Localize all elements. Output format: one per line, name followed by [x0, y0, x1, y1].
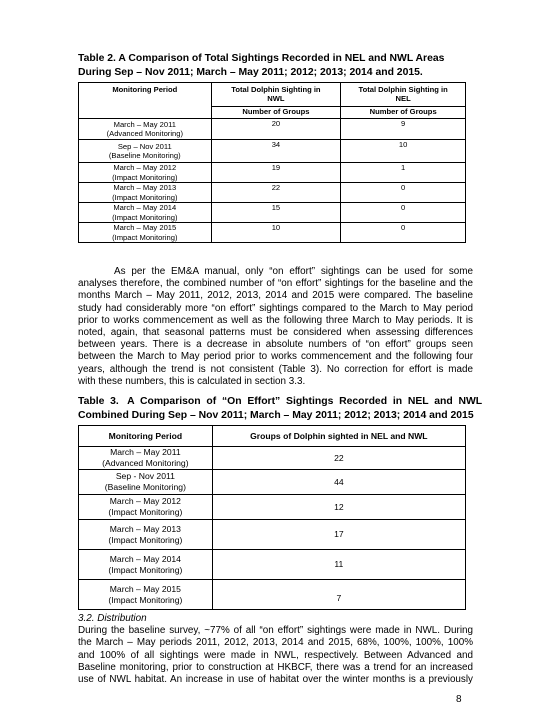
table2-caption-line: Table 2. A Comparison of Total Sightings Recorded in NEL and NWL Areas — [78, 53, 445, 64]
table-row — [79, 520, 466, 550]
paragraph-line: Baseline monitoring, prior to construction at HKBCF, there was a trend for an increased — [78, 661, 473, 673]
period-cell — [79, 495, 213, 520]
section-distribution — [78, 613, 473, 686]
paragraph-line: between the March to May period prior to works commencement and the following four — [78, 351, 473, 363]
phase-label: (Impact Monitoring) — [112, 232, 178, 242]
nwl-value: 19 — [211, 163, 341, 183]
table-row — [79, 140, 466, 163]
page-number: 8 — [456, 694, 462, 705]
table3-caption-line: Combined During Sep – Nov 2011; March – May 2011; 2012; 2013; 2014 and 2015 — [78, 410, 474, 421]
table-row — [79, 119, 466, 140]
nel-value: 0 — [341, 203, 466, 223]
paragraph-line: years, although the trend is not consistent (Table 3). No correction for effort is made — [78, 363, 473, 375]
period-label: March – May 2014 — [113, 203, 177, 213]
period-label: March – May 2012 — [113, 163, 177, 173]
period-label: March – May 2011 — [113, 119, 176, 129]
period-label: March – May 2013 — [113, 183, 177, 193]
phase-label: (Advanced Monitoring) — [106, 129, 183, 138]
table-row — [79, 470, 466, 495]
groups-value: 17 — [212, 520, 465, 550]
table3-header-period: Monitoring Period — [79, 426, 213, 447]
paragraph-line: study had considerably more “on effort” sightings compared to the March to May period — [78, 302, 473, 314]
period-label: Sep - Nov 2011 — [115, 471, 175, 481]
phase-label: (Impact Monitoring) — [108, 564, 183, 575]
period-label: March – May 2011 — [110, 447, 181, 457]
nel-value: 0 — [341, 183, 466, 203]
table2-subheader-nel: Number of Groups — [341, 107, 466, 119]
nel-value: 9 — [341, 119, 466, 140]
phase-label: (Baseline Monitoring) — [108, 151, 181, 160]
period-cell — [79, 163, 212, 183]
nwl-value: 15 — [211, 203, 341, 223]
table3 — [78, 425, 466, 610]
table-row — [79, 447, 466, 470]
paragraph-line: the March – May periods 2011, 2012, 2013, 2014 and 2015, 68%, 100%, 100%, 100% — [78, 637, 473, 649]
period-cell — [79, 520, 213, 550]
paragraph-line: prior to works commencement as well as the following three March to May periods. It is — [78, 314, 473, 326]
period-cell — [79, 119, 212, 140]
paragraph-line: During the baseline survey, ~77% of all “on effort” sightings were made in NWL. During — [78, 625, 473, 637]
period-label: March – May 2014 — [109, 553, 181, 564]
table2-header-nwl: Total Dolphin Sighting in NWL — [211, 83, 341, 107]
groups-value: 22 — [212, 447, 465, 470]
table2 — [78, 82, 466, 243]
table2-header-period: Monitoring Period — [79, 83, 212, 119]
phase-label: (Impact Monitoring) — [112, 172, 178, 182]
period-label: March – May 2012 — [109, 496, 181, 506]
nel-value: 10 — [341, 140, 466, 163]
phase-label: (Impact Monitoring) — [112, 192, 178, 202]
period-cell — [79, 223, 212, 243]
table-row — [79, 223, 466, 243]
groups-value: 44 — [212, 470, 465, 495]
nwl-value: 34 — [211, 140, 341, 163]
table3-header-groups: Groups of Dolphin sighted in NEL and NWL — [212, 426, 465, 447]
period-label: Sep – Nov 2011 — [117, 141, 172, 151]
period-cell — [79, 470, 213, 495]
table3-caption-line: Table 3. A Comparison of “On Effort” Sightings Recorded in NEL and NWL — [78, 396, 483, 407]
phase-label: (Impact Monitoring) — [108, 534, 183, 545]
nel-value: 1 — [341, 163, 466, 183]
body-paragraph — [78, 266, 473, 388]
table-row — [79, 495, 466, 520]
paragraph-line: and 100% of all sightings were made in NWL, respectively. Between Advanced and — [78, 649, 473, 661]
phase-label: (Baseline Monitoring) — [104, 482, 186, 492]
nwl-value: 22 — [211, 183, 341, 203]
nel-value: 0 — [341, 223, 466, 243]
phase-label: (Impact Monitoring) — [108, 507, 183, 517]
period-label: March – May 2015 — [113, 223, 177, 233]
table2-header-nel: Total Dolphin Sighting in NEL — [341, 83, 466, 107]
table-row — [79, 580, 466, 610]
table-row — [79, 550, 466, 580]
phase-label: (Impact Monitoring) — [108, 594, 183, 605]
paragraph-line: with these numbers, this is calculated in section 3.3. — [78, 375, 306, 387]
period-cell — [79, 140, 212, 163]
nwl-value: 20 — [211, 119, 341, 140]
table-row — [79, 203, 466, 223]
paragraph-line: noted, again, that seasonal patterns must be considered when assessing differences — [78, 327, 473, 339]
phase-label: (Impact Monitoring) — [112, 212, 178, 222]
phase-label: (Advanced Monitoring) — [102, 458, 189, 468]
period-cell — [79, 447, 213, 470]
table2-subheader-nwl: Number of Groups — [211, 107, 341, 119]
groups-value: 11 — [212, 550, 465, 580]
paragraph-line: use of NWL habitat. An increase in use of habitat over the winter months is a previously — [78, 674, 473, 686]
table2-caption-line: During Sep – Nov 2011; March – May 2011; 2012; 2013; 2014 and 2015. — [78, 67, 423, 78]
paragraph-line: between years. There is a decrease in absolute numbers of “on effort” groups seen — [78, 339, 473, 351]
groups-value: 12 — [212, 495, 465, 520]
period-cell — [79, 183, 212, 203]
nwl-value: 10 — [211, 223, 341, 243]
paragraph-line: As per the EM&A manual, only “on effort” sightings can be used for some — [114, 266, 473, 277]
period-cell — [79, 203, 212, 223]
period-cell — [79, 550, 213, 580]
table2-caption — [78, 52, 478, 80]
groups-value: 7 — [212, 580, 465, 610]
period-label: March – May 2015 — [109, 583, 181, 594]
section-heading: 3.2. Distribution — [78, 613, 147, 624]
period-cell — [79, 580, 213, 610]
paragraph-line: months March – May 2011, 2012, 2013, 2014 and 2015 were compared. The baseline — [78, 290, 473, 302]
table-row — [79, 163, 466, 183]
paragraph-line: analyses therefore, the combined number of “on effort” sightings for the baseline and the — [78, 278, 473, 290]
period-label: March – May 2013 — [109, 523, 181, 534]
table-row — [79, 183, 466, 203]
table3-caption — [78, 395, 483, 423]
